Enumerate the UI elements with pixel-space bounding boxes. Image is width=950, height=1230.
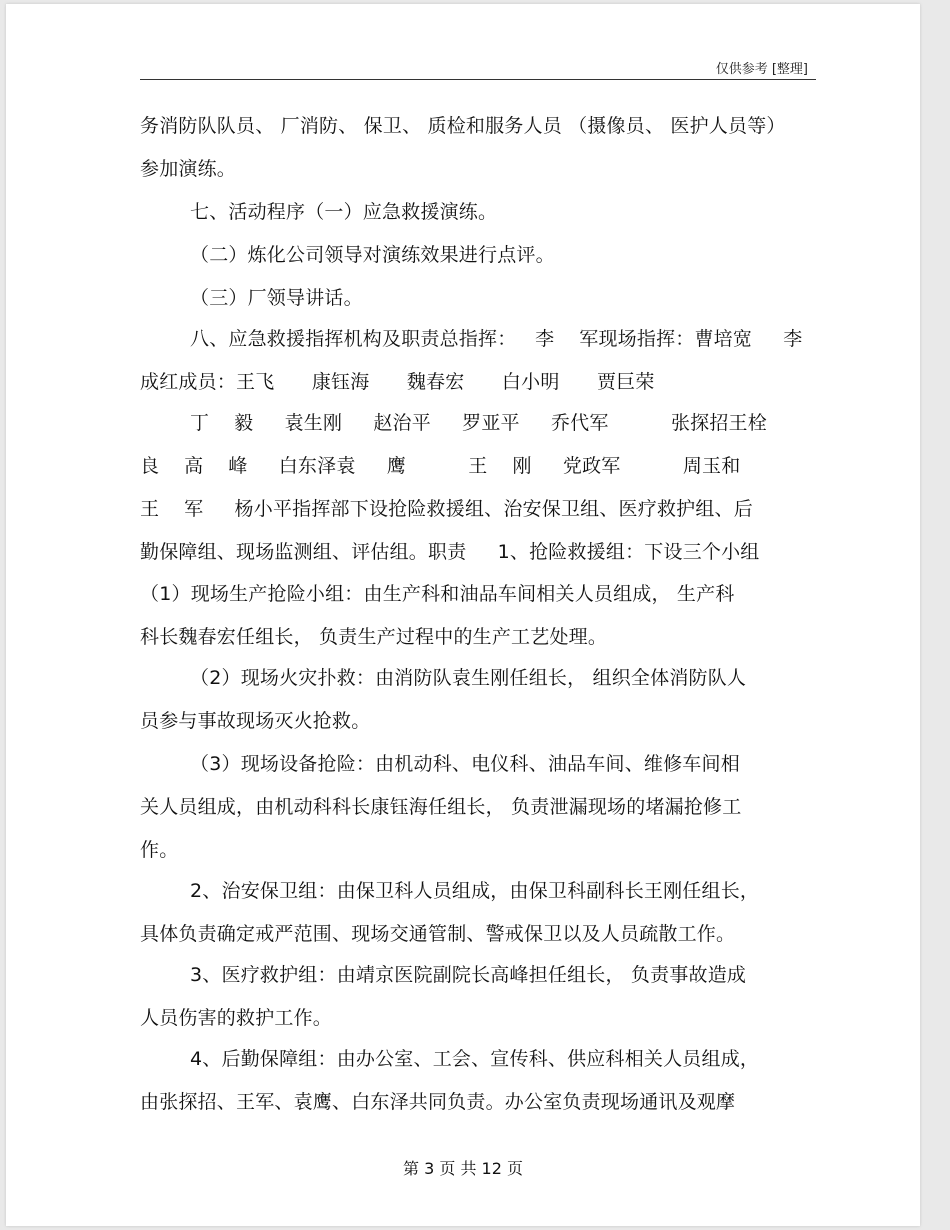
header-rule [140, 79, 816, 80]
text-line: 良 高 峰 白东泽袁 鹰 王 刚 党政军 周玉和 [140, 455, 741, 477]
text-line: 七、活动程序（一）应急救援演练。 [190, 201, 498, 223]
text-line: （3）现场设备抢险：由机动科、电仪科、油品车间、维修车间相 [190, 753, 740, 775]
text-line: （三）厂领导讲话。 [190, 287, 363, 309]
text-line: 4、后勤保障组：由办公室、工会、宣传科、供应科相关人员组成， [190, 1048, 760, 1070]
text-line: 员参与事故现场灭火抢救。 [140, 710, 371, 732]
text-line: 丁 毅 袁生刚 赵治平 罗亚平 乔代军 张探招王栓 [190, 412, 767, 434]
text-line: 勤保障组、现场监测组、评估组。职责 1、抢险救援组：下设三个小组 [140, 541, 760, 563]
text-line: （二）炼化公司领导对演练效果进行点评。 [190, 244, 555, 266]
text-line: 人员伤害的救护工作。 [140, 1007, 333, 1029]
text-line: 具体负责确定戒严范围、现场交通管制、警戒保卫以及人员疏散工作。 [140, 923, 736, 945]
text-line: 3、医疗救护组：由靖京医院副院长高峰担任组长， 负责事故造成 [190, 964, 747, 986]
text-line: （2）现场火灾扑救：由消防队袁生刚任组长， 组织全体消防队人 [190, 667, 747, 689]
text-line: （1）现场生产抢险小组：由生产科和油品车间相关人员组成， 生产科 [140, 583, 735, 605]
text-line: 作。 [140, 839, 179, 861]
text-line: 关人员组成，由机动科科长康钰海任组长， 负责泄漏现场的堵漏抢修工 [140, 796, 742, 818]
text-line: 2、治安保卫组：由保卫科人员组成，由保卫科副科长王刚任组长， [190, 880, 760, 902]
text-line: 成红成员：王飞 康钰海 魏春宏 白小明 贾巨荣 [140, 371, 655, 393]
text-line: 由张探招、王军、袁鹰、白东泽共同负责。办公室负责现场通讯及观摩 [140, 1091, 736, 1113]
text-line: 科长魏春宏任组长， 负责生产过程中的生产工艺处理。 [140, 626, 608, 648]
page-footer: 第 3 页 共 12 页 [403, 1159, 523, 1178]
text-line: 参加演练。 [140, 158, 237, 180]
document-page [6, 4, 920, 1226]
text-line: 八、应急救援指挥机构及职责总指挥： 李 军现场指挥：曹培宽 李 [190, 328, 803, 350]
text-line: 务消防队队员、 厂消防、 保卫、 质检和服务人员 （摄像员、 医护人员等） [140, 115, 786, 137]
page-header: 仅供参考 [整理] [715, 62, 808, 77]
text-line: 王 军 杨小平指挥部下设抢险救援组、治安保卫组、医疗救护组、后 [140, 498, 753, 520]
